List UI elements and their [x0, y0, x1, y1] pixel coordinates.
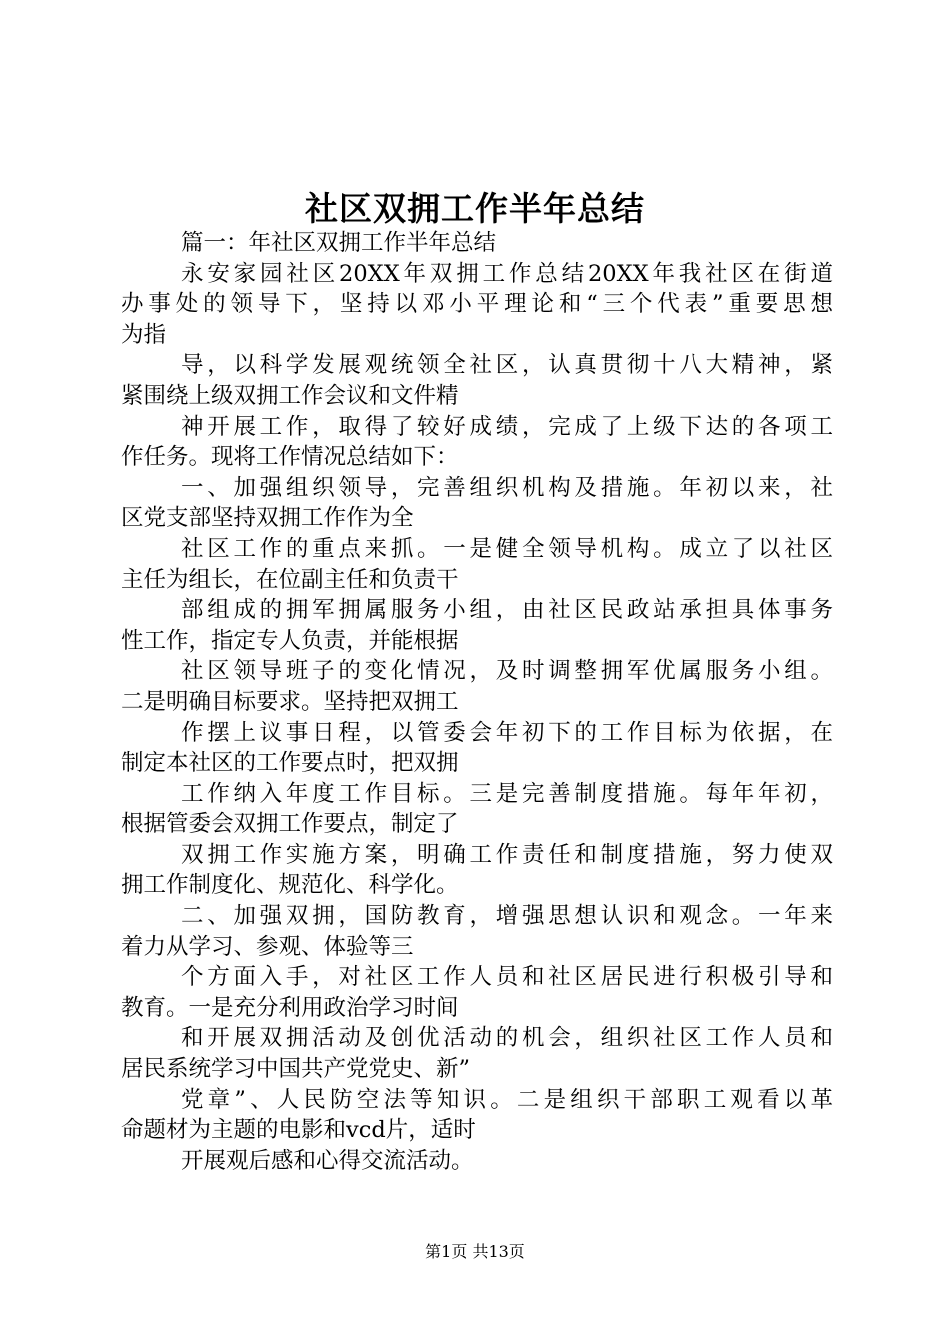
- paragraph-line: 区党支部坚持双拥工作作为全: [121, 505, 414, 532]
- paragraph-line: 和开展双拥活动及创优活动的机会，组织社区工作人员和: [181, 1025, 833, 1052]
- paragraph-line: 双拥工作实施方案，明确工作责任和制度措施，努力使双: [181, 841, 833, 868]
- paragraph-line: 二、加强双拥，国防教育，增强思想认识和观念。一年来: [181, 903, 833, 930]
- page-number-footer: 第1页 共13页: [425, 1242, 525, 1261]
- paragraph-line: 命题材为主题的电影和vcd片，适时: [121, 1117, 476, 1144]
- document-title: 社区双拥工作半年总结: [305, 189, 645, 228]
- paragraph-line: 社区工作的重点来抓。一是健全领导机构。成立了以社区: [181, 535, 833, 562]
- paragraph-line: 制定本社区的工作要点时，把双拥: [121, 750, 459, 777]
- paragraph-line: 神开展工作，取得了较好成绩，完成了上级下达的各项工: [181, 413, 833, 440]
- paragraph-line: 篇一：年社区双拥工作半年总结: [181, 230, 497, 256]
- paragraph-line: 开展观后感和心得交流活动。: [181, 1147, 474, 1174]
- paragraph-line: 办事处的领导下，坚持以邓小平理论和“三个代表”重要思想: [121, 291, 833, 318]
- document-body: [121, 228, 833, 1176]
- paragraph-line: 性工作，指定专人负责，并能根据: [121, 627, 459, 654]
- paragraph-line: 紧围绕上级双拥工作会议和文件精: [121, 382, 459, 409]
- paragraph-line: 导，以科学发展观统领全社区，认真贯彻十八大精神，紧: [181, 352, 833, 379]
- paragraph-line: 二是明确目标要求。坚持把双拥工: [121, 688, 459, 715]
- paragraph-line: 社区领导班子的变化情况，及时调整拥军优属服务小组。: [181, 658, 833, 685]
- paragraph-line: 个方面入手，对社区工作人员和社区居民进行积极引导和: [181, 964, 833, 991]
- paragraph-line: 主任为组长，在位副主任和负责干: [121, 566, 459, 593]
- paragraph-line: 作摆上议事日程，以管委会年初下的工作目标为依据，在: [181, 719, 833, 746]
- paragraph-line: 永安家园社区20XX年双拥工作总结20XX年我社区在街道: [181, 260, 833, 287]
- paragraph-line: 教育。一是充分利用政治学习时间: [121, 994, 459, 1021]
- paragraph-line: 一、加强组织领导，完善组织机构及措施。年初以来，社: [181, 474, 833, 501]
- paragraph-line: 工作纳入年度工作目标。三是完善制度措施。每年年初，: [181, 780, 833, 807]
- paragraph-line: 拥工作制度化、规范化、科学化。: [121, 872, 459, 899]
- paragraph-line: 作任务。现将工作情况总结如下：: [121, 444, 459, 471]
- paragraph-line: 党章”、人民防空法等知识。二是组织干部职工观看以革: [181, 1086, 833, 1113]
- paragraph-line: 根据管委会双拥工作要点，制定了: [121, 811, 459, 838]
- paragraph-line: 部组成的拥军拥属服务小组，由社区民政站承担具体事务: [181, 597, 833, 624]
- paragraph-line: 着力从学习、参观、体验等三: [121, 933, 414, 960]
- paragraph-line: 居民系统学习中国共产党党史、新”: [121, 1056, 471, 1083]
- paragraph-line: 为指: [121, 321, 167, 348]
